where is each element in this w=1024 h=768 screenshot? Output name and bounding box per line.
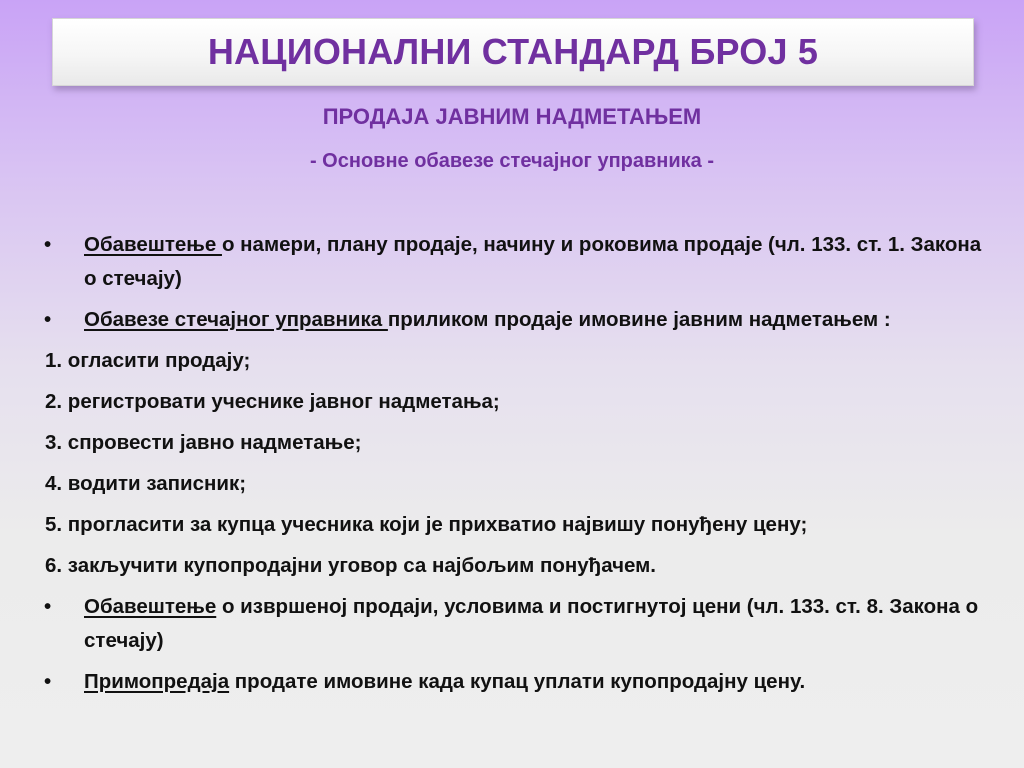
bullet-underlined-text: Обавештење <box>84 595 217 618</box>
bullet-dot-icon: • <box>44 233 52 256</box>
numbered-item: 1. огласити продају; <box>45 349 251 372</box>
title-box <box>52 18 974 86</box>
bullet-underlined-text: Обавештење <box>84 233 222 256</box>
bullet-dot-icon: • <box>44 670 52 693</box>
bullet-item <box>0 228 1024 296</box>
numbered-item: 2. регистровати учеснике јавног надметања; <box>45 390 500 413</box>
numbered-item: 6. закључити купопродајни уговор са најбољим понуђачем. <box>45 554 656 577</box>
bullet-text: продате имовине када купац уплати купопродајну цену. <box>229 670 806 693</box>
numbered-item: 4. водити записник; <box>45 472 247 495</box>
bullet-underlined-text: Обавезе стечајног управника <box>84 308 388 331</box>
numbered-item: 3. спровести јавно надметање; <box>45 431 362 454</box>
bullet-item <box>0 665 1024 699</box>
bullet-text: о извршеној продаји, условима и постигнутој цени (чл. 133. ст. 8. Закона о стечају) <box>84 595 979 652</box>
bullet-item <box>0 590 1024 658</box>
slide-title: НАЦИОНАЛНИ СТАНДАРД БРОЈ 5 <box>207 31 819 72</box>
bullet-dot-icon: • <box>44 308 52 331</box>
slide-subsubtitle: - Основне обавезе стечајног управника - <box>309 150 715 172</box>
slide-content <box>0 228 1024 706</box>
bullet-item <box>0 303 1024 337</box>
bullet-dot-icon: • <box>44 595 52 618</box>
slide-subtitle: ПРОДАЈА ЈАВНИМ НАДМЕТАЊЕМ <box>322 104 702 129</box>
bullet-underlined-text: Примопредаја <box>84 670 230 693</box>
bullet-text: о намери, плану продаје, начину и роковима продаје (чл. 133. ст. 1. Закона о стечају) <box>84 233 982 290</box>
numbered-item: 5. прогласити за купца учесника који је прихватио највишу понуђену цену; <box>45 513 808 536</box>
bullet-text: приликом продаје имовине јавним надметањем : <box>387 308 891 331</box>
